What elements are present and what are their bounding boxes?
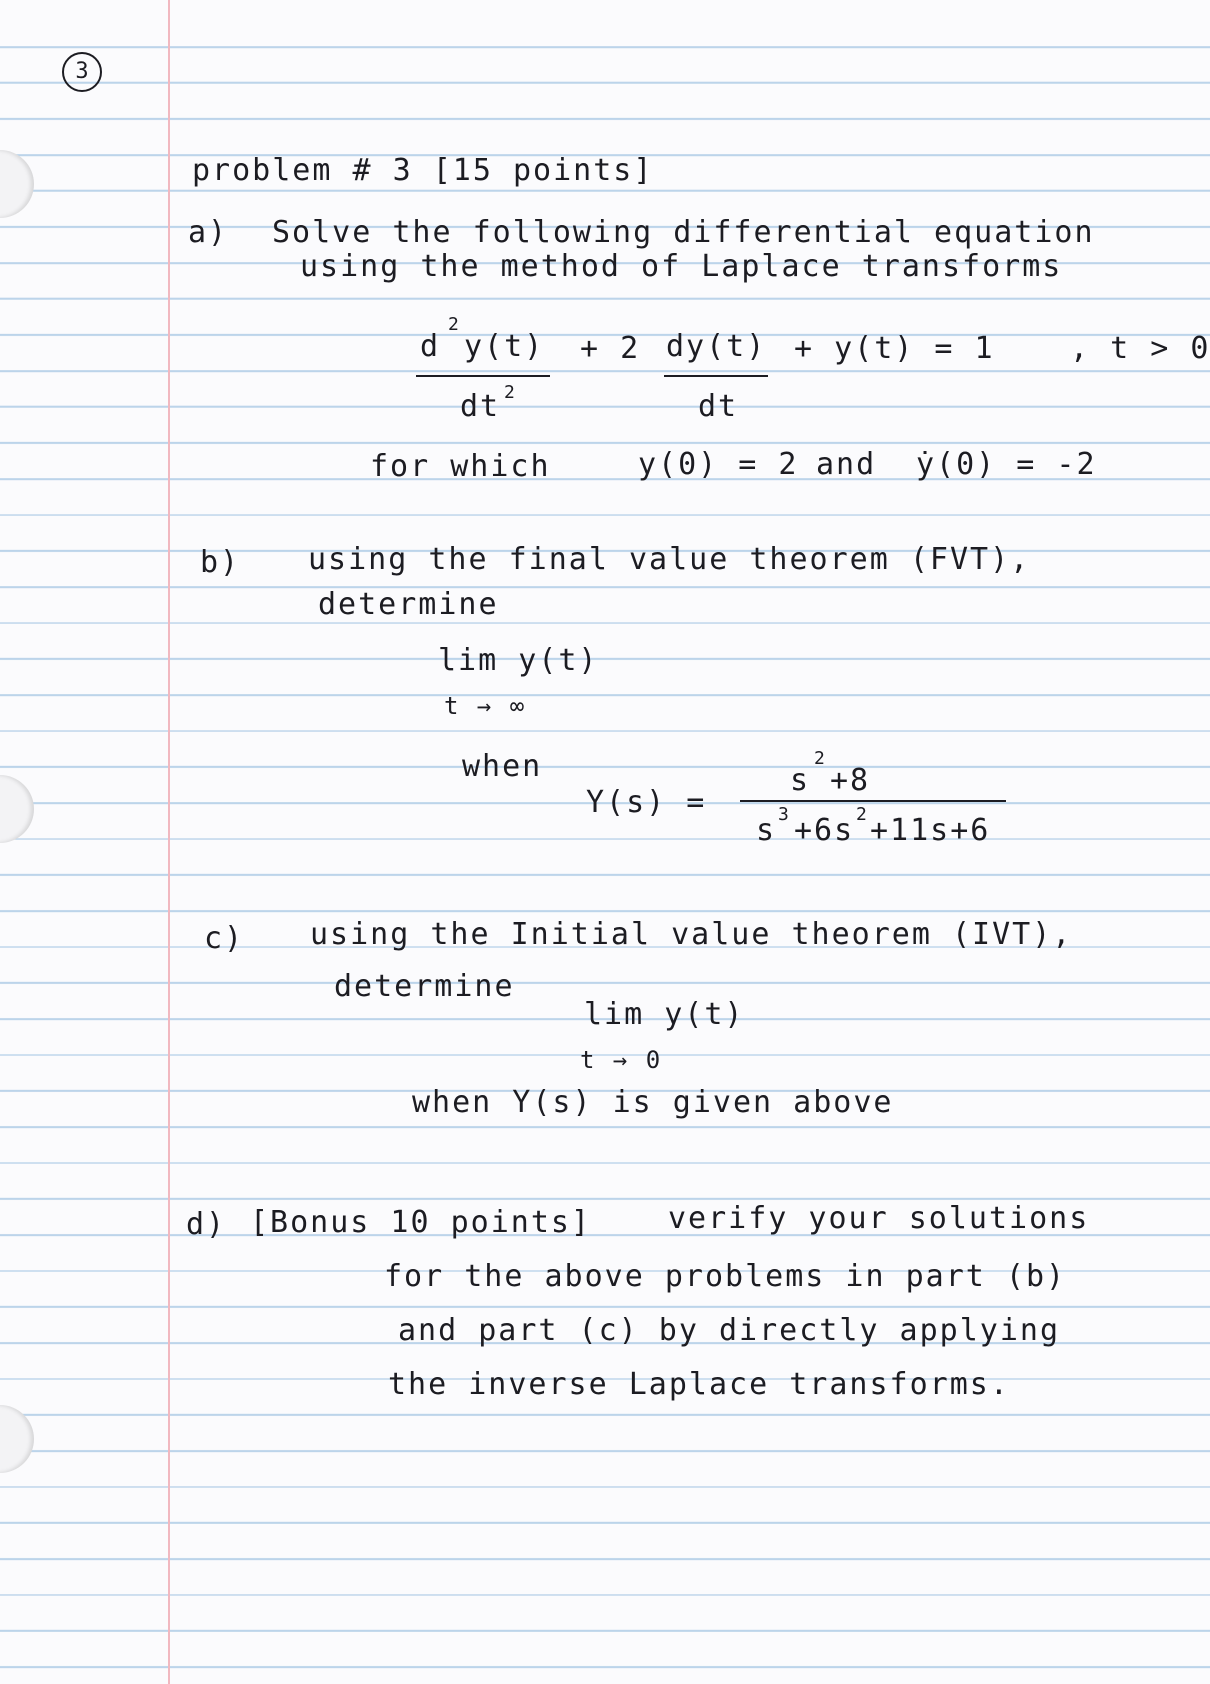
part-a-line2: using the method of Laplace transforms — [300, 249, 1063, 284]
eq-den2: dt — [698, 389, 739, 424]
part-a-line1: Solve the following differential equation — [272, 215, 1095, 250]
eq-den1: dt — [460, 389, 501, 424]
problem-title: problem # 3 [15 points] — [192, 153, 654, 188]
Y-den-a: s — [756, 813, 777, 848]
ic1: y(0) = 2 — [638, 447, 799, 482]
ic-and: and — [816, 447, 877, 482]
eq-plus2: + y(t) = 1 — [794, 331, 995, 366]
part-c-lim-sub: t → 0 — [580, 1046, 663, 1074]
part-c-line2: determine — [334, 969, 515, 1004]
part-b-line2: determine — [318, 587, 499, 622]
Y-num-sup: 2 — [814, 748, 825, 769]
eq-den1-sup: 2 — [504, 382, 515, 403]
eq-num1-sup: 2 — [448, 314, 459, 335]
ic-prefix: for which — [370, 449, 551, 484]
Y-num-s: s — [790, 763, 811, 798]
binder-hole — [0, 775, 34, 843]
part-d-label: d) — [186, 1207, 227, 1242]
part-b-lim-sub: t → ∞ — [444, 692, 527, 720]
Y-lhs: Y(s) = — [586, 785, 707, 820]
part-c-when: when Y(s) is given above — [412, 1085, 894, 1120]
Y-frac-bar — [740, 800, 1006, 802]
part-b-lim: lim y(t) — [438, 643, 599, 678]
eq-num1-y: y(t) — [464, 329, 545, 364]
margin-line — [168, 0, 170, 1684]
ic2: ẏ(0) = -2 — [916, 447, 1097, 482]
frac-bar-2 — [664, 375, 768, 377]
part-d-line2: for the above problems in part (b) — [384, 1259, 1067, 1294]
part-c-lim: lim y(t) — [584, 997, 745, 1032]
part-b-line1: using the final value theorem (FVT), — [308, 542, 1031, 577]
Y-den-b: +6s — [794, 813, 855, 848]
eq-plus1: + 2 — [580, 331, 641, 366]
page-number: 3 — [62, 52, 102, 92]
part-a-label: a) — [188, 215, 229, 250]
eq-num1-d: d — [420, 329, 441, 364]
eq-num2: dy(t) — [666, 329, 767, 364]
part-b-label: b) — [200, 545, 241, 580]
binder-hole — [0, 150, 34, 218]
binder-hole — [0, 1405, 34, 1473]
part-d-bonus: [Bonus 10 points] — [250, 1205, 592, 1240]
Y-den-sup2: 2 — [856, 804, 867, 825]
eq-condition: , t > 0 — [1070, 331, 1210, 366]
Y-den-sup1: 3 — [778, 804, 789, 825]
part-d-line3: and part (c) by directly applying — [398, 1313, 1061, 1348]
part-d-line4: the inverse Laplace transforms. — [388, 1367, 1010, 1402]
Y-num-rest: +8 — [830, 763, 871, 798]
part-d-line1: verify your solutions — [668, 1201, 1090, 1236]
frac-bar-1 — [416, 375, 550, 377]
part-c-line1: using the Initial value theorem (IVT), — [310, 917, 1073, 952]
Y-den-c: +11s+6 — [870, 813, 991, 848]
part-c-label: c) — [204, 921, 245, 956]
part-b-when: when — [462, 749, 543, 784]
